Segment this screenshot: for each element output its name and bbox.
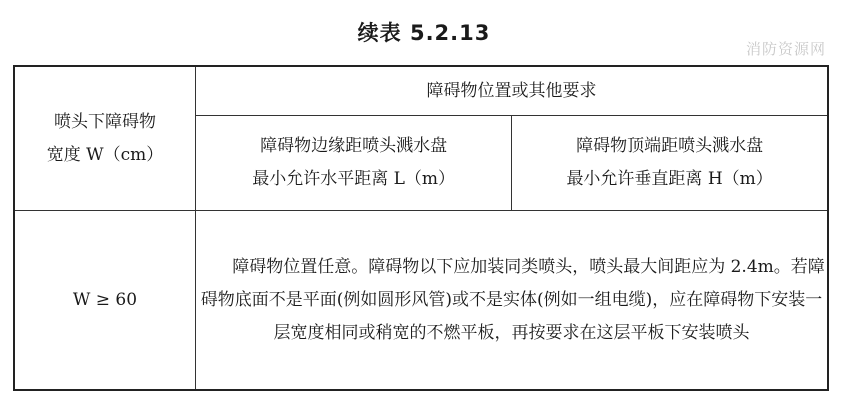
header-horizontal-line-1: 障碍物边缘距喷头溅水盘	[260, 136, 448, 156]
spec-table	[13, 65, 829, 391]
header-vertical-line-2: 最小允许垂直距离 H（m）	[566, 169, 773, 189]
table-row	[14, 211, 828, 391]
header-width-line-2: 宽度 W（cm）	[46, 144, 164, 165]
watermark: 消防资源网	[745, 40, 826, 58]
header-horizontal-line-2: 最小允许水平距离 L（m）	[252, 169, 456, 189]
requirement-cell	[196, 211, 829, 391]
header-position-requirements: 障碍物位置或其他要求	[196, 66, 829, 116]
header-width-line-1: 喷头下障碍物	[54, 111, 156, 132]
header-horizontal-distance	[196, 116, 512, 211]
header-width-column	[14, 66, 196, 211]
table-title: 续表 5.2.13	[357, 21, 491, 45]
requirement-text: 障碍物位置任意。障碍物以下应加装同类喷头，喷头最大间距应为 2.4m。若障碍物底面不是平面(例如圆形风管)或不是实体(例如一组电缆)，应在障碍物下安装一层宽度相同或稍宽的不燃平板，再按要求在这层平板下安装喷头	[200, 256, 825, 343]
header-vertical-distance	[512, 116, 828, 211]
width-condition-cell: W ≥ 60	[14, 211, 196, 391]
header-vertical-line-1: 障碍物顶端距喷头溅水盘	[576, 136, 764, 156]
